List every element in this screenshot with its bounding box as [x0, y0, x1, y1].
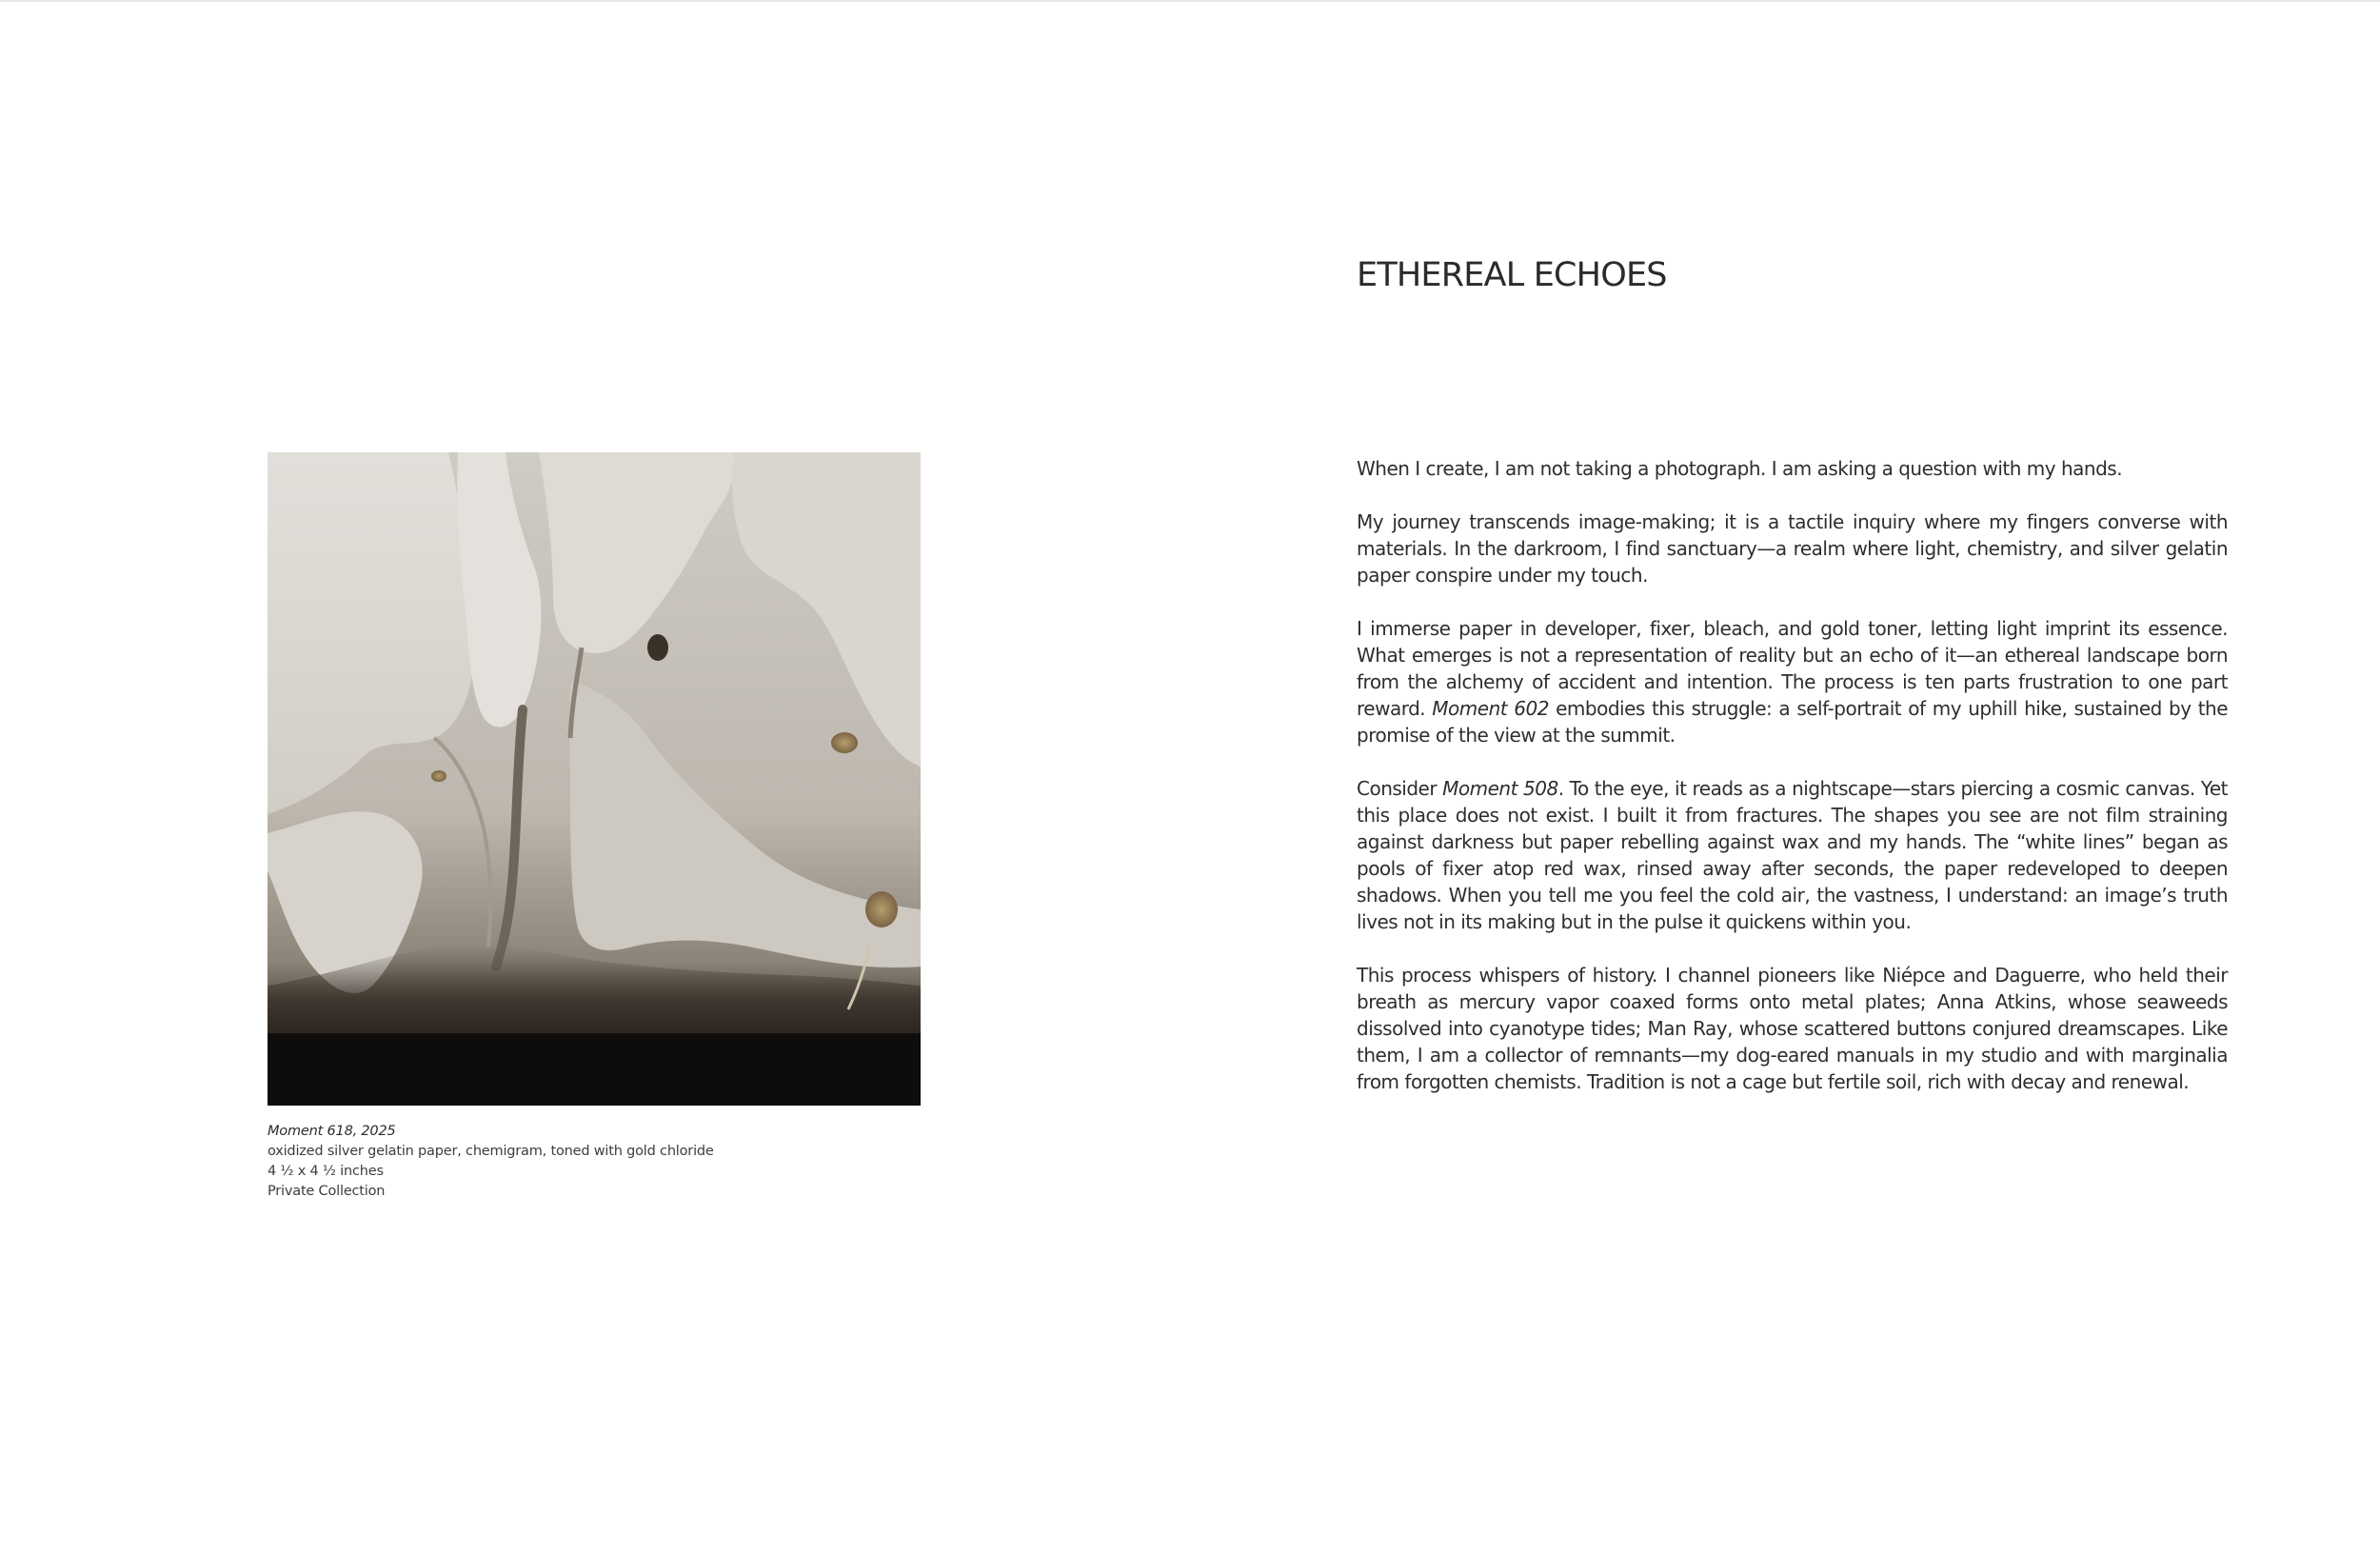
essay-paragraph-4-text-b: . To the eye, it reads as a nightscape—stars piercing a cosmic canvas. Yet this place does not exist. I built it from fractures. The shapes you see are not film straining against darkness but paper rebelling against wax and my hands. The “white lines” began as pools of fixer atop red wax, rinsed away after seconds, the paper redeveloped to deepen shadows. When you tell me you feel the cold air, the vastness, I understand: an image’s truth lives not in its making but in the pulse it quickens within you. [1357, 777, 2228, 933]
essay-body [1357, 455, 2228, 1095]
essay-paragraph-2: My journey transcends image-making; it is a tactile inquiry where my fingers converse with materials. In the darkroom, I find sanctuary—a realm where light, chemistry, and silver gelatin paper conspire under my touch. [1357, 510, 2228, 587]
artwork-image [268, 452, 921, 1106]
essay-paragraph-3 [1357, 615, 2228, 748]
top-divider [0, 0, 2380, 2]
chemigram-print [268, 452, 921, 1106]
essay-heading: ETHEREAL ECHOES [1357, 256, 1667, 294]
artwork-title: Moment 618, 2025 [268, 1124, 396, 1139]
artwork-caption [268, 1122, 991, 1202]
artwork-reference-moment-602: Moment 602 [1432, 697, 1549, 720]
essay-paragraph-3-text-b: embodies this struggle: a self-portrait of my uphill hike, sustained by the promise of the view at the summit. [1357, 697, 2229, 747]
essay-paragraph-1: When I create, I am not taking a photograph. I am asking a question with my hands. [1357, 457, 2123, 480]
artwork-medium: oxidized silver gelatin paper, chemigram, toned with gold chloride [268, 1144, 714, 1159]
essay-paragraph-3-text-a: I immerse paper in developer, fixer, bleach, and gold toner, letting light imprint its essence. What emerges is not a representation of reality but an echo of it—an ethereal landscape born from the alchemy of accident and intention. The process is ten parts frustration to one part reward. [1357, 617, 2228, 720]
essay-paragraph-4-text-a: Consider [1357, 777, 1443, 800]
artwork-reference-moment-508: Moment 508 [1442, 777, 1558, 800]
artwork-dimensions: 4 ½ x 4 ½ inches [268, 1164, 384, 1179]
artwork-collection: Private Collection [268, 1184, 386, 1199]
essay-paragraph-4 [1357, 775, 2228, 935]
essay-paragraph-5: This process whispers of history. I channel pioneers like Niépce and Daguerre, who held their breath as mercury vapor coaxed forms onto metal plates; Anna Atkins, whose seaweeds dissolved into cyanotype tides; Man Ray, whose scattered buttons conjured dreamscapes. Like them, I am a collector of remnants—my dog-eared manuals in my studio and with marginalia from forgotten chemists. Tradition is not a cage but fertile soil, rich with decay and renewal. [1357, 964, 2228, 1093]
